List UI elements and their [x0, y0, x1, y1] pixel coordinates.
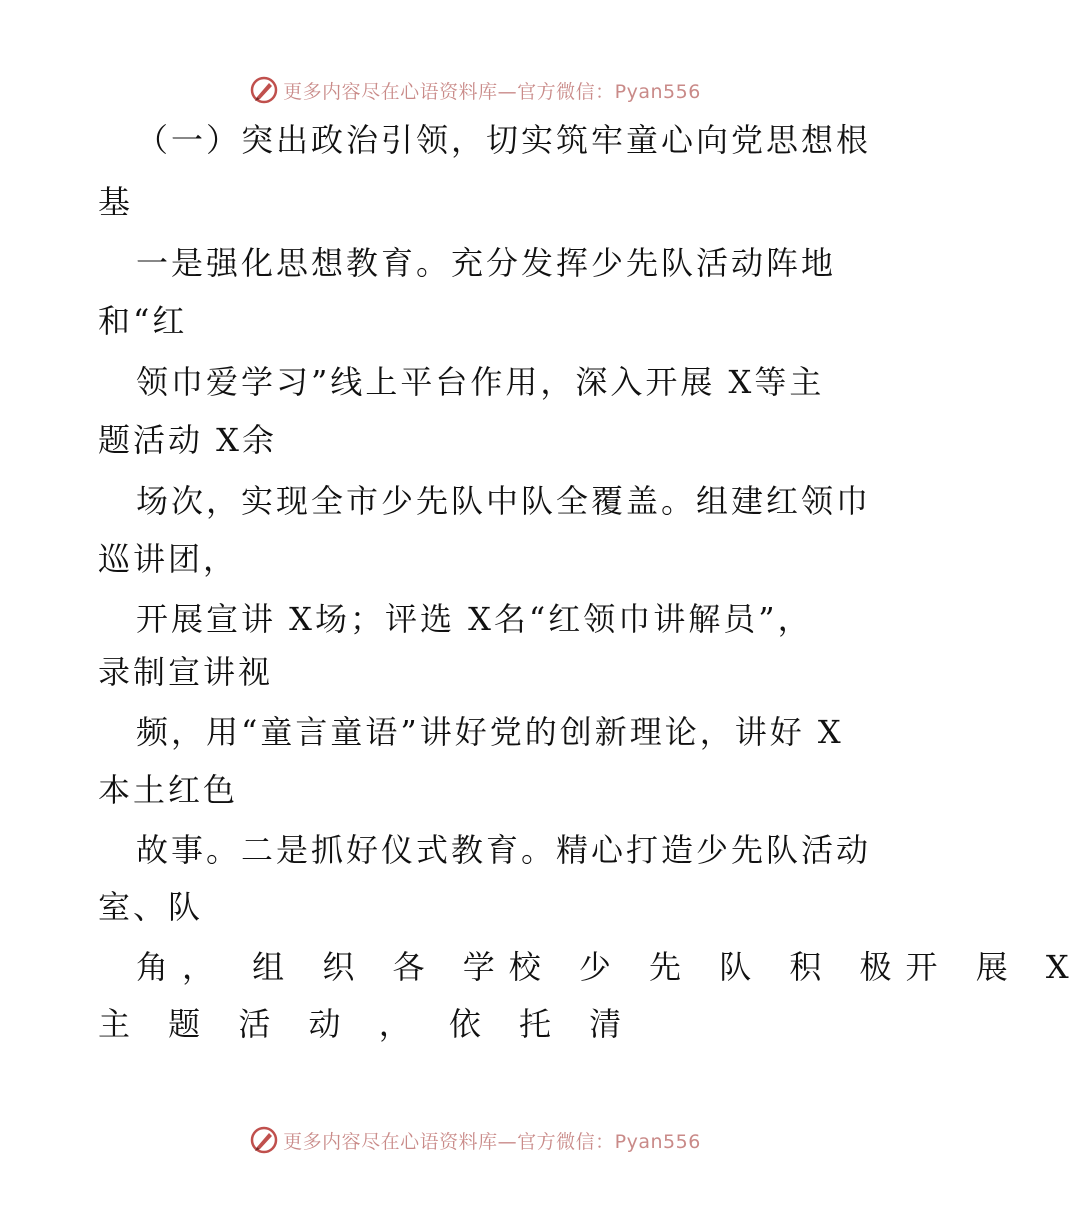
pen-logo-icon: [249, 1125, 279, 1155]
pen-logo-icon: [249, 75, 279, 105]
paragraph-line: 领巾爱学习”线上平台作用，深入开展 X等主: [136, 363, 825, 401]
paragraph-line: 一是强化思想教育。充分发挥少先队活动阵地: [136, 244, 837, 282]
paragraph-line: 和“红: [98, 302, 188, 340]
footer-watermark-text: 更多内容尽在心语资料库—官方微信：Pyan556: [283, 1130, 701, 1153]
footer-watermark-banner: [0, 1122, 950, 1158]
paragraph-line: 题活动 X余: [98, 421, 277, 459]
paragraph-line: 场次，实现全市少先队中队全覆盖。组建红领巾: [136, 482, 872, 520]
paragraph-line: 录制宣讲视: [98, 653, 274, 691]
paragraph-line: 基: [98, 183, 134, 221]
paragraph-line: （一）突出政治引领，切实筑牢童心向党思想根: [136, 121, 872, 159]
paragraph-line: 角， 组 织 各 学校 少 先 队 积 极开 展 X: [136, 948, 1083, 986]
paragraph-line: 开展宣讲 X场；评选 X名“红领巾讲解员”，: [136, 600, 813, 638]
header-watermark-banner: [0, 72, 950, 108]
paragraph-line: 频，用“童言童语”讲好党的创新理论，讲好 X: [136, 713, 844, 751]
paragraph-line: 故事。二是抓好仪式教育。精心打造少先队活动: [136, 831, 872, 869]
paragraph-line: 主 题 活 动 ， 依 托 清: [98, 1005, 636, 1043]
paragraph-line: 巡讲团，: [98, 540, 239, 578]
paragraph-line: 本土红色: [98, 771, 239, 809]
paragraph-line: 室、队: [98, 888, 204, 926]
header-watermark-text: 更多内容尽在心语资料库—官方微信：Pyan556: [283, 80, 701, 103]
